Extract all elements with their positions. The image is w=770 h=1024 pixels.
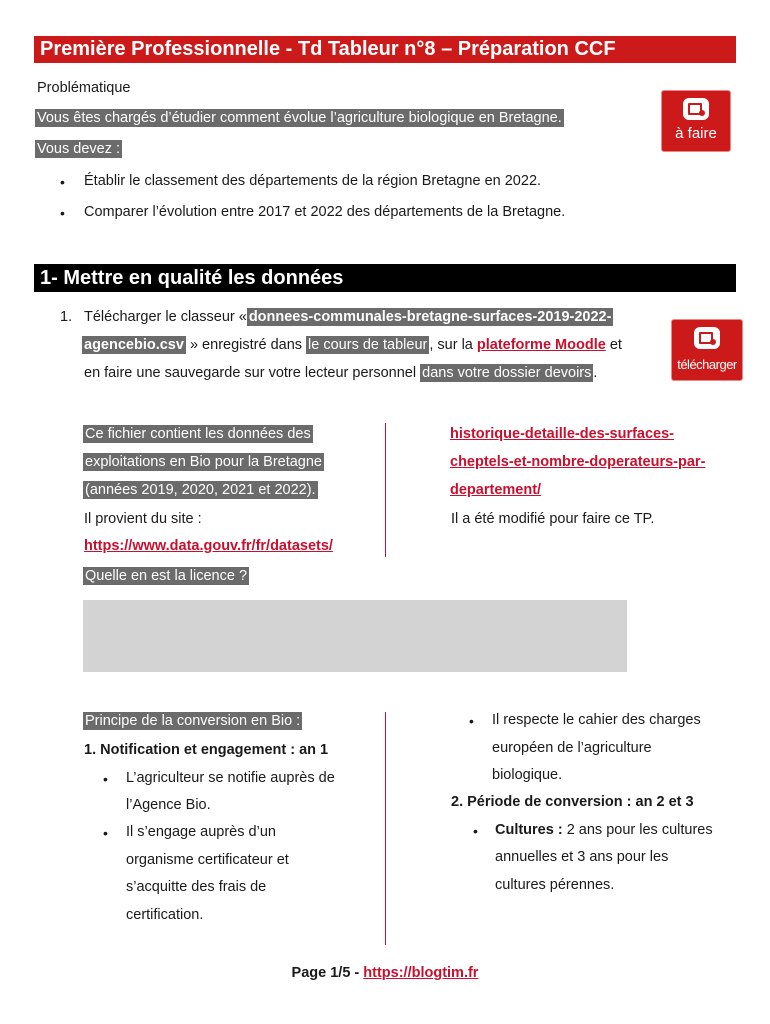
- problematique-label: Problématique: [37, 80, 131, 96]
- bullet-icon: •: [60, 205, 65, 221]
- bullet-icon: •: [473, 823, 478, 839]
- info-line: Ce fichier contient les données des: [85, 426, 311, 442]
- section-title: 1- Mettre en qualité les données: [40, 267, 344, 289]
- task-item: Comparer l’évolution entre 2017 et 2022 des départements de la Bretagne.: [84, 204, 566, 220]
- page-footer: [0, 965, 770, 981]
- info-line: exploitations en Bio pour la Bretagne: [85, 454, 322, 470]
- bullet-icon: •: [469, 713, 474, 729]
- file-name-link[interactable]: donnees-communales-bretagne-surfaces-2019-2022-: [248, 309, 612, 325]
- bullet-text: 2 ans pour les cultures: [566, 822, 713, 838]
- info-line: (années 2019, 2020, 2021 et 2022).: [85, 482, 316, 498]
- bullet-text: certification.: [126, 907, 204, 923]
- cultures-label: Cultures :: [495, 822, 563, 838]
- bullet-text: cultures pérennes.: [495, 877, 615, 893]
- step-text: .: [593, 365, 598, 381]
- a-faire-badge: [662, 91, 730, 151]
- step-number: 1.: [60, 309, 73, 325]
- step2-title: 2. Période de conversion : an 2 et 3: [451, 794, 694, 810]
- page-number: Page 1/5 -: [291, 965, 360, 981]
- a-faire-label: à faire: [675, 125, 717, 142]
- page-title: Première Professionnelle - Td Tableur n°8 – Préparation CCF: [40, 38, 616, 60]
- telecharger-badge[interactable]: [672, 320, 742, 380]
- modifie-text: Il a été modifié pour faire ce TP.: [451, 511, 655, 527]
- step-text: Télécharger le classeur «: [84, 309, 247, 325]
- bullet-icon: •: [103, 825, 108, 841]
- source-url-link[interactable]: https://www.data.gouv.fr/fr/datasets/: [84, 538, 333, 554]
- step-text: , sur la: [429, 337, 473, 353]
- bullet-icon: •: [60, 174, 65, 190]
- column-divider: [385, 423, 386, 557]
- provient-text: Il provient du site :: [84, 511, 202, 527]
- step-text: et: [609, 337, 622, 353]
- dossier-devoirs-highlight: dans votre dossier devoirs: [422, 365, 592, 381]
- bullet-text: organisme certificateur et: [126, 852, 289, 868]
- bullet-text: Il respecte le cahier des charges: [492, 712, 701, 728]
- step1-title: 1. Notification et engagement : an 1: [84, 742, 329, 758]
- download-icon: [694, 327, 720, 349]
- bullet-text: annuelles et 3 ans pour les: [495, 849, 669, 865]
- bullet-text: européen de l’agriculture: [492, 740, 652, 756]
- problem-statement: Vous êtes chargés d’étudier comment évolue l’agriculture biologique en Bretagne.: [37, 110, 562, 126]
- source-url-link-cont[interactable]: departement/: [450, 482, 542, 498]
- step-text: en faire une sauvegarde sur votre lecteur personnel: [84, 365, 417, 381]
- bullet-text: L’agriculteur se notifie auprès de: [126, 770, 335, 786]
- bullet-text: s’acquitte des frais de: [126, 879, 267, 895]
- footer-link[interactable]: https://blogtim.fr: [363, 965, 479, 981]
- moodle-link[interactable]: plateforme Moodle: [476, 337, 606, 353]
- conversion-heading: Principe de la conversion en Bio :: [85, 713, 301, 729]
- vous-devez-label: Vous devez :: [37, 141, 121, 157]
- bullet-text: biologique.: [492, 767, 563, 783]
- task-item: Établir le classement des départements de la région Bretagne en 2022.: [84, 173, 542, 189]
- cours-tableur-highlight: le cours de tableur: [308, 337, 428, 353]
- telecharger-label: télécharger: [677, 357, 737, 372]
- step-text: » enregistré dans: [189, 337, 303, 353]
- bullet-text: Il s’engage auprès d’un: [126, 824, 276, 840]
- file-name-link-cont[interactable]: agencebio.csv: [84, 337, 184, 353]
- answer-box[interactable]: [83, 600, 627, 672]
- licence-question: Quelle en est la licence ?: [85, 568, 248, 584]
- source-url-link-cont[interactable]: historique-detaille-des-surfaces-: [450, 426, 674, 442]
- task-icon: [683, 98, 709, 120]
- source-url-link-cont[interactable]: cheptels-et-nombre-doperateurs-par-: [450, 454, 706, 470]
- bullet-icon: •: [103, 771, 108, 787]
- column-divider: [385, 712, 386, 945]
- bullet-text: l’Agence Bio.: [126, 797, 211, 813]
